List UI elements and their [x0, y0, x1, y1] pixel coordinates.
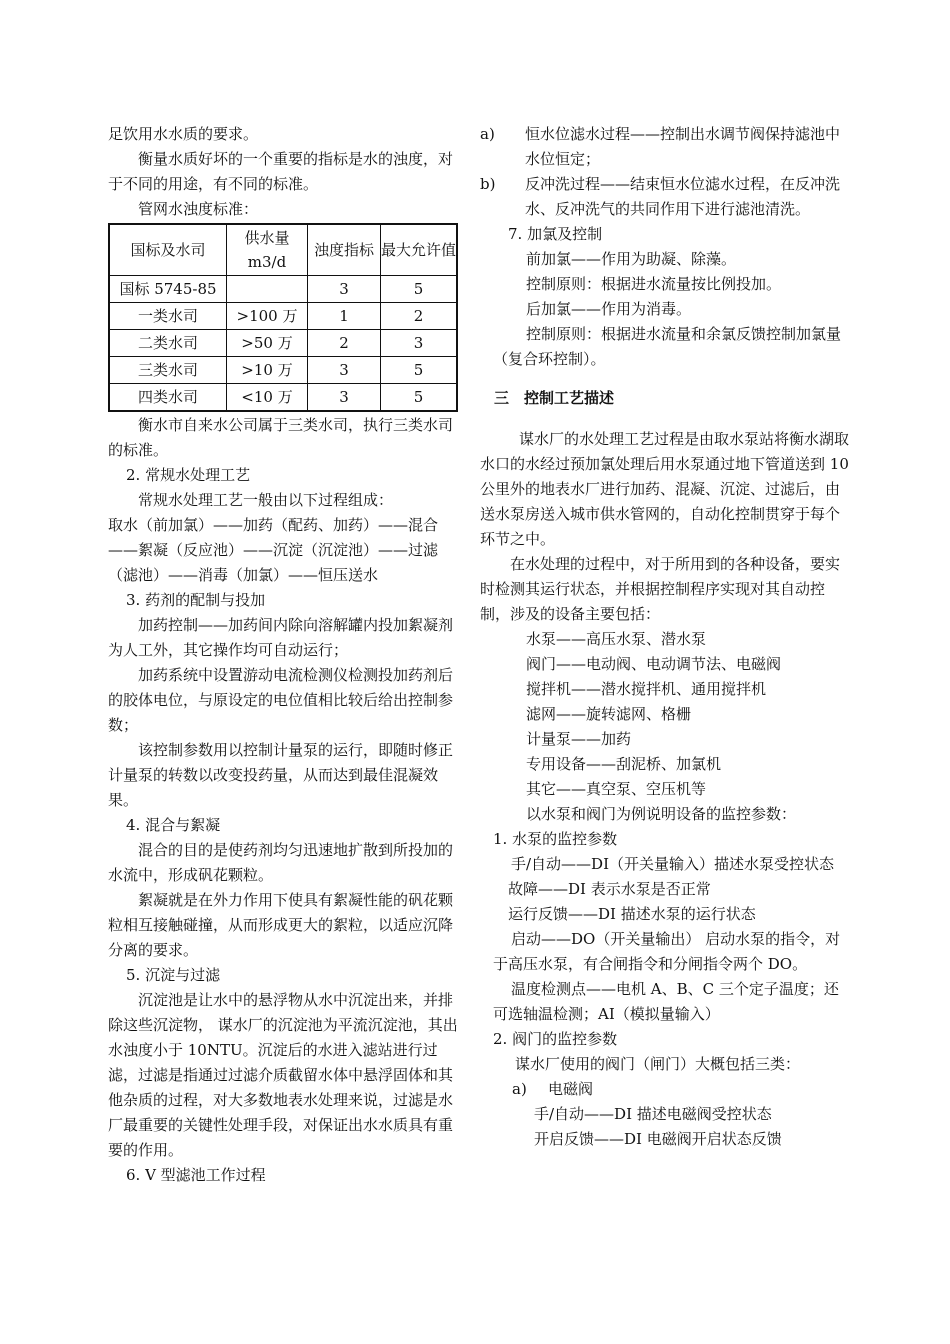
right-column [480, 122, 850, 1152]
paragraph: 手/自动——DI 描述电磁阀受控状态 [534, 1105, 772, 1123]
table-cell: 2 [381, 303, 458, 330]
list-item [480, 172, 850, 222]
list-marker: b) [480, 175, 496, 193]
table-cell: 3 [308, 276, 381, 303]
device-item: 专用设备——刮泥桥、加氯机 [526, 755, 722, 773]
list-item-text: 电磁阀 [548, 1080, 594, 1098]
device-item: 阀门——电动阀、电动调节法、电磁阀 [526, 655, 782, 673]
table-header-cell: 国标及水司 [109, 224, 227, 276]
section-heading: 2. 阀门的监控参数 [493, 1030, 618, 1048]
paragraph: 足饮用水水质的要求。 [108, 125, 259, 143]
table-cell: 国标 5745-85 [109, 276, 227, 303]
section-heading: 7. 加氯及控制 [508, 225, 603, 243]
paragraph: 絮凝就是在外力作用下使具有絮凝性能的矾花颗粒相互接触碰撞，从而形成更大的絮粒，以适应沉降分离的要求。 [108, 891, 454, 959]
table-header-cell: 最大允许值 [381, 224, 458, 276]
table-cell: >50 万 [227, 330, 308, 357]
device-item: 搅拌机——潜水搅拌机、通用搅拌机 [526, 680, 767, 698]
paragraph: 温度检测点——电机 A、B、C 三个定子温度；还可选轴温检测；AI（模拟量输入） [493, 980, 839, 1023]
paragraph: 沉淀池是让水中的悬浮物从水中沉淀出来，并排除这些沉淀物， 谋水厂的沉淀池为平流沉淀池，其出水浊度小于 10NTU。沉淀后的水进入滤站进行过滤，过滤是指通过过滤介质截留水体中悬浮固体和其他杂质的过程，对大多数地表水处理来说，过滤是水厂最重要的关键性处理手段，对保证出水水质具有重要的作用。 [108, 991, 458, 1159]
table-cell: 3 [381, 330, 458, 357]
device-item: 水泵——高压水泵、潜水泵 [526, 630, 707, 648]
paragraph: 衡水市自来水公司属于三类水司，执行三类水司的标准。 [108, 416, 454, 459]
paragraph: 以水泵和阀门为例说明设备的监控参数： [526, 805, 797, 823]
table-row [109, 276, 457, 303]
list-item [480, 122, 850, 172]
table-row [109, 384, 457, 412]
paragraph: 运行反馈——DI 描述水泵的运行状态 [508, 905, 756, 923]
paragraph: 控制原则：根据进水流量按比例投加。 [526, 275, 782, 293]
table-cell: 三类水司 [109, 357, 227, 384]
table-cell: 3 [308, 384, 381, 412]
list-item-text: 恒水位滤水过程——控制出水调节阀保持滤池中水位恒定； [525, 125, 841, 168]
section-heading: 3. 药剂的配制与投加 [126, 591, 266, 609]
table-cell: >100 万 [227, 303, 308, 330]
paragraph-text: 控制原则：根据进水流量和余氯反馈控制加氯量（复合环控制）。 [493, 325, 842, 368]
paragraph: 加药控制——加药间内除向溶解罐内投加絮凝剂为人工外，其它操作均可自动运行； [108, 616, 454, 659]
paragraph: 前加氯——作用为助凝、除藻。 [526, 250, 737, 268]
paragraph: 故障——DI 表示水泵是否正常 [508, 880, 711, 898]
table-header-cell: 浊度指标 [308, 224, 381, 276]
paragraph: 开启反馈——DI 电磁阀开启状态反馈 [534, 1130, 782, 1148]
table-cell: 5 [381, 384, 458, 412]
table-row [109, 357, 457, 384]
turbidity-standard-table [108, 223, 458, 412]
table-row [109, 303, 457, 330]
paragraph: 谋水厂的水处理工艺过程是由取水泵站将衡水湖取水口的水经过预加氯处理后用水泵通过地下管道送到 10 公里外的地表水厂进行加药、混凝、沉淀、过滤后，由送水泵房送入城市供水管网的，自动化控制贯穿于每个环节之中。 [480, 430, 850, 548]
paragraph: 在水处理的过程中，对于所用到的各种设备，要实时检测其运行状态，并根据控制程序实现对其自动控制，涉及的设备主要包括： [480, 555, 841, 623]
list-marker: a) [480, 125, 495, 143]
table-cell: >10 万 [227, 357, 308, 384]
table-cell [227, 276, 308, 303]
table-cell: 2 [308, 330, 381, 357]
device-item: 滤网——旋转滤网、格栅 [526, 705, 692, 723]
table-row [109, 330, 457, 357]
paragraph: 后加氯——作用为消毒。 [526, 300, 692, 318]
paragraph: 衡量水质好坏的一个重要的指标是水的浊度，对于不同的用途，有不同的标准。 [108, 150, 454, 193]
table-cell: 5 [381, 276, 458, 303]
table-cell: 一类水司 [109, 303, 227, 330]
paragraph: 手/自动——DI（开关量输入）描述水泵受控状态 [511, 855, 835, 873]
section-heading: 6. V 型滤池工作过程 [126, 1166, 266, 1184]
device-item: 其它——真空泵、空压机等 [526, 780, 707, 798]
paragraph: 取水（前加氯）——加药（配药、加药）——混合——絮凝（反应池）——沉淀（沉淀池）——过滤（滤池）——消毒（加氯）——恒压送水 [108, 516, 439, 584]
paragraph: 常规水处理工艺一般由以下过程组成： [138, 491, 394, 509]
chapter-heading: 三 控制工艺描述 [494, 389, 615, 407]
table-cell: 5 [381, 357, 458, 384]
table-header-cell: 供水量 m3/d [227, 224, 308, 276]
paragraph: 谋水厂使用的阀门（闸门）大概包括三类： [515, 1055, 801, 1073]
paragraph: 混合的目的是使药剂均匀迅速地扩散到所投加的水流中，形成矾花颗粒。 [108, 841, 454, 884]
table-cell: 1 [308, 303, 381, 330]
list-item-text: 反冲洗过程——结束恒水位滤水过程，在反冲洗水、反冲洗气的共同作用下进行滤池清洗。 [525, 175, 841, 218]
table-cell: <10 万 [227, 384, 308, 412]
table-cell: 3 [308, 357, 381, 384]
table-cell: 二类水司 [109, 330, 227, 357]
section-heading: 5. 沉淀与过滤 [126, 966, 221, 984]
table-caption: 管网水浊度标准： [138, 200, 259, 218]
list-marker: a) [512, 1080, 527, 1098]
table-header-row [109, 224, 457, 276]
paragraph: 加药系统中设置游动电流检测仪检测投加药剂后的胶体电位，与原设定的电位值相比较后给出控制参数； [108, 666, 454, 734]
left-column [108, 122, 458, 1188]
paragraph: 启动——DO（开关量输出） 启动水泵的指令，对于高压水泵，有合闸指令和分闸指令两个 DO。 [493, 930, 841, 973]
section-heading: 1. 水泵的监控参数 [493, 830, 618, 848]
section-heading: 4. 混合与絮凝 [126, 816, 221, 834]
paragraph [480, 322, 850, 372]
section-heading: 2. 常规水处理工艺 [126, 466, 251, 484]
list-item [480, 1077, 850, 1102]
device-item: 计量泵——加药 [526, 730, 632, 748]
paragraph: 该控制参数用以控制计量泵的运行，即随时修正计量泵的转数以改变投药量，从而达到最佳混凝效果。 [108, 741, 454, 809]
table-cell: 四类水司 [109, 384, 227, 412]
